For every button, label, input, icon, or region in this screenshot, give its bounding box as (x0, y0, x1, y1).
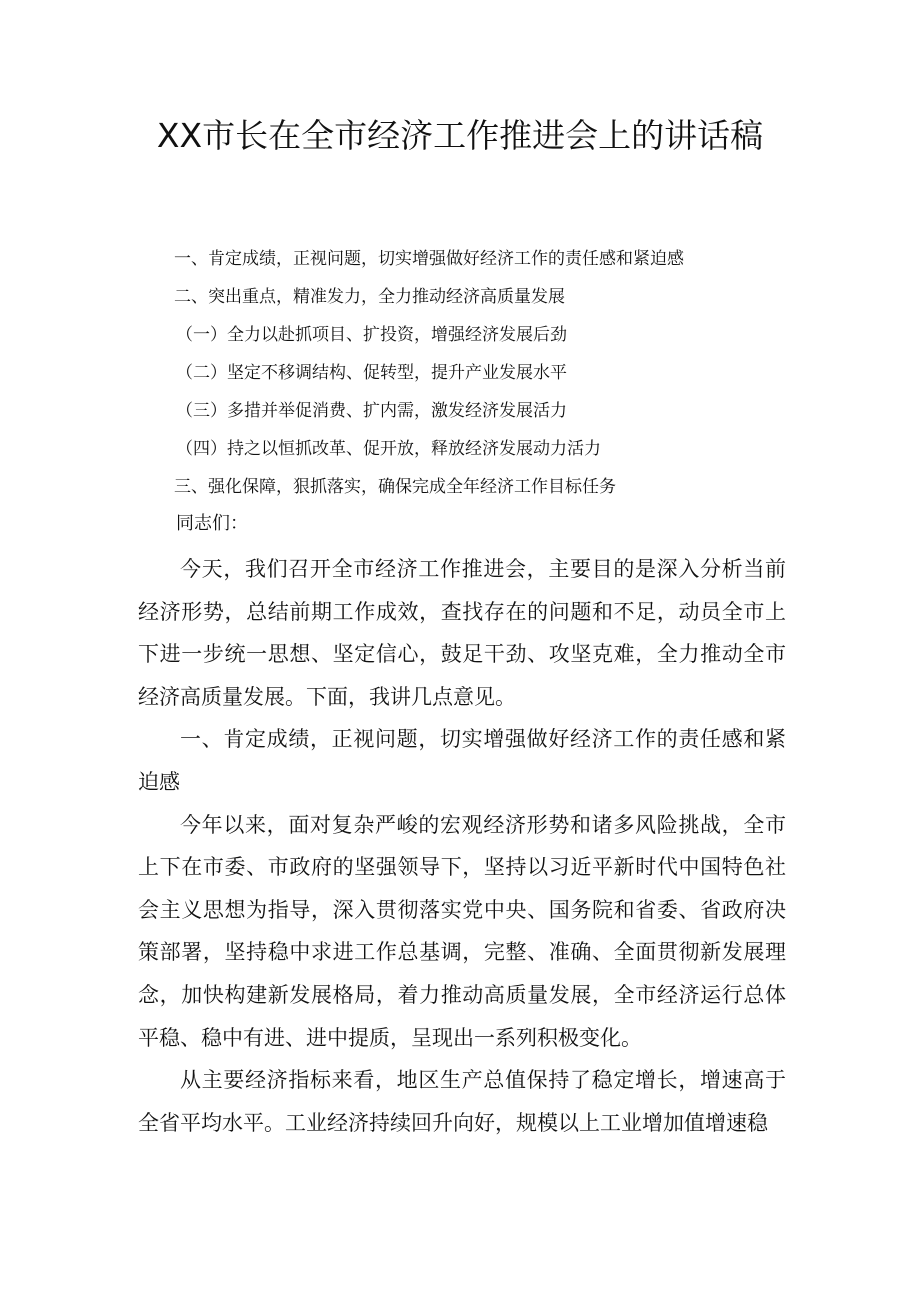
toc-item: （二）坚定不移调结构、促转型，提升产业发展水平 (176, 363, 567, 383)
body-paragraph: 今天，我们召开全市经济工作推进会，主要目的是深入分析当前经济形势，总结前期工作成效，查找存在的问题和不足，动员全市上下进一步统一思想、坚定信心，鼓足干劲、攻坚克难，全力推动全市经济高质量发展。下面，我讲几点意见。 (138, 557, 786, 709)
document-title: XX市长在全市经济工作推进会上的讲话稿 (156, 116, 764, 155)
section-heading: 一、肯定成绩，正视问题，切实增强做好经济工作的责任感和紧迫感 (138, 727, 786, 794)
toc-item: （一）全力以赴抓项目、扩投资，增强经济发展后劲 (176, 325, 567, 345)
body-paragraph: 今年以来，面对复杂严峻的宏观经济形势和诸多风险挑战，全市上下在市委、市政府的坚强领导下，坚持以习近平新时代中国特色社会主义思想为指导，深入贯彻落实党中央、国务院和省委、省政府决策部署，坚持稳中求进工作总基调，完整、准确、全面贯彻新发展理念，加快构建新发展格局，着力推动高质量发展，全市经济运行总体平稳、稳中有进、进中提质，呈现出一系列积极变化。 (138, 812, 786, 1050)
toc-item: 三、强化保障，狠抓落实，确保完成全年经济工作目标任务 (174, 477, 616, 497)
document-body (138, 548, 786, 1144)
toc-item: 二、突出重点，精准发力，全力推动经济高质量发展 (174, 287, 565, 307)
salutation: 同志们： (176, 513, 248, 534)
toc-item: （三）多措并举促消费、扩内需，激发经济发展活力 (176, 401, 567, 421)
toc-item: 一、肯定成绩，正视问题，切实增强做好经济工作的责任感和紧迫感 (174, 249, 684, 269)
table-of-contents (174, 240, 814, 506)
toc-item: （四）持之以恒抓改革、促开放，释放经济发展动力活力 (176, 439, 601, 459)
body-paragraph: 从主要经济指标来看，地区生产总值保持了稳定增长，增速高于全省平均水平。工业经济持续回升向好，规模以上工业增加值增速稳 (138, 1068, 786, 1135)
